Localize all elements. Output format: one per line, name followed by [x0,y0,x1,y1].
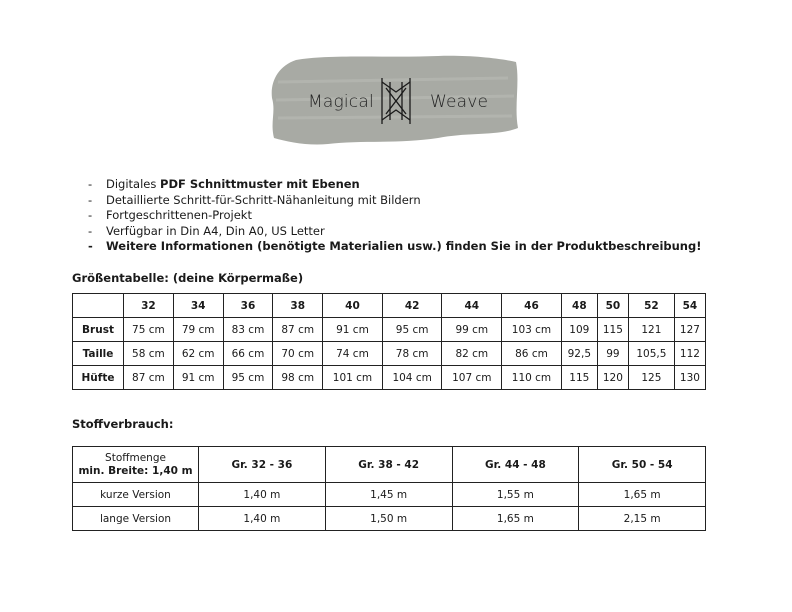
table-cell: 101 cm [323,366,383,390]
list-dash: - [88,239,93,254]
table-cell: 91 cm [173,366,223,390]
table-cell: 99 cm [442,318,502,342]
table-cell: 92,5 [561,342,597,366]
size-header: 50 [597,294,628,318]
table-cell: 87 cm [273,318,323,342]
table-row [73,318,706,342]
table-cell: 2,15 m [579,507,706,531]
list-item [88,208,701,224]
list-dash: - [88,223,93,238]
size-header: 36 [223,294,273,318]
table-row [73,483,706,507]
table-cell: 78 cm [382,342,442,366]
table-cell: 62 cm [173,342,223,366]
table-cell: 75 cm [124,318,174,342]
table-row [73,366,706,390]
table-cell: 115 [561,366,597,390]
list-item [88,177,701,193]
size-header: 52 [628,294,674,318]
row-label: kurze Version [73,483,199,507]
table-corner-cell [73,447,199,483]
size-table-heading: Größentabelle: (deine Körpermaße) [72,271,304,285]
list-item [88,193,701,209]
fabric-table-heading: Stoffverbrauch: [72,417,174,431]
table-cell: 1,65 m [452,507,579,531]
list-item-text: Fortgeschrittenen-Projekt [106,208,252,223]
size-header: 48 [561,294,597,318]
size-header: 44 [442,294,502,318]
table-cell: 70 cm [273,342,323,366]
table-cell: 105,5 [628,342,674,366]
table-cell: 127 [674,318,705,342]
table-cell: 1,55 m [452,483,579,507]
table-cell: 79 cm [173,318,223,342]
logo-text-left: Magical [308,92,374,112]
logo [268,52,522,152]
table-cell: 109 [561,318,597,342]
list-item-text-bold: PDF Schnittmuster mit Ebenen [160,177,360,191]
table-cell: 91 cm [323,318,383,342]
table-row [73,507,706,531]
size-header: 54 [674,294,705,318]
table-header-row [73,447,706,483]
table-cell: 115 [597,318,628,342]
table-cell: 121 [628,318,674,342]
list-dash: - [88,192,93,207]
table-cell: 83 cm [223,318,273,342]
table-cell: 86 cm [502,342,562,366]
size-range-header: Gr. 38 - 42 [325,447,452,483]
list-item [88,224,701,240]
table-cell: 107 cm [442,366,502,390]
table-cell: 125 [628,366,674,390]
table-cell: 87 cm [124,366,174,390]
table-cell: 74 cm [323,342,383,366]
table-header-row [73,294,706,318]
size-range-header: Gr. 32 - 36 [199,447,326,483]
list-item [88,239,701,255]
list-item-text: Digitales [106,177,161,191]
table-cell: 95 cm [223,366,273,390]
corner-line2: min. Breite: 1,40 m [78,464,193,477]
list-item-text: Detaillierte Schritt-für-Schritt-Nähanleitung mit Bildern [106,192,421,207]
table-cell: 120 [597,366,628,390]
row-label: Hüfte [73,366,124,390]
size-range-header: Gr. 44 - 48 [452,447,579,483]
list-item-text: Verfügbar in Din A4, Din A0, US Letter [106,223,325,238]
list-dash: - [88,208,93,223]
corner-line1: Stoffmenge [105,451,166,464]
row-label: Taille [73,342,124,366]
size-header: 40 [323,294,383,318]
size-header: 34 [173,294,223,318]
table-row [73,342,706,366]
table-cell: 130 [674,366,705,390]
table-cell: 58 cm [124,342,174,366]
table-cell: 1,40 m [199,507,326,531]
logo-text-right: Weave [430,92,489,112]
table-cell: 1,50 m [325,507,452,531]
size-header: 38 [273,294,323,318]
table-cell: 1,65 m [579,483,706,507]
table-cell: 1,40 m [199,483,326,507]
list-dash: - [88,177,93,191]
table-cell: 99 [597,342,628,366]
size-header: 46 [502,294,562,318]
size-header: 42 [382,294,442,318]
table-cell: 95 cm [382,318,442,342]
feature-list [88,177,701,255]
table-cell: 66 cm [223,342,273,366]
table-cell: 82 cm [442,342,502,366]
table-cell: 103 cm [502,318,562,342]
row-label: lange Version [73,507,199,531]
table-cell: 104 cm [382,366,442,390]
row-label: Brust [73,318,124,342]
table-corner-cell [73,294,124,318]
size-range-header: Gr. 50 - 54 [579,447,706,483]
list-item-text-bold: Weitere Informationen (benötigte Materialien usw.) finden Sie in der Produktbeschreibung! [106,239,702,254]
table-cell: 1,45 m [325,483,452,507]
fabric-table [72,446,706,531]
size-header: 32 [124,294,174,318]
table-cell: 110 cm [502,366,562,390]
table-cell: 98 cm [273,366,323,390]
size-table [72,293,706,390]
table-cell: 112 [674,342,705,366]
